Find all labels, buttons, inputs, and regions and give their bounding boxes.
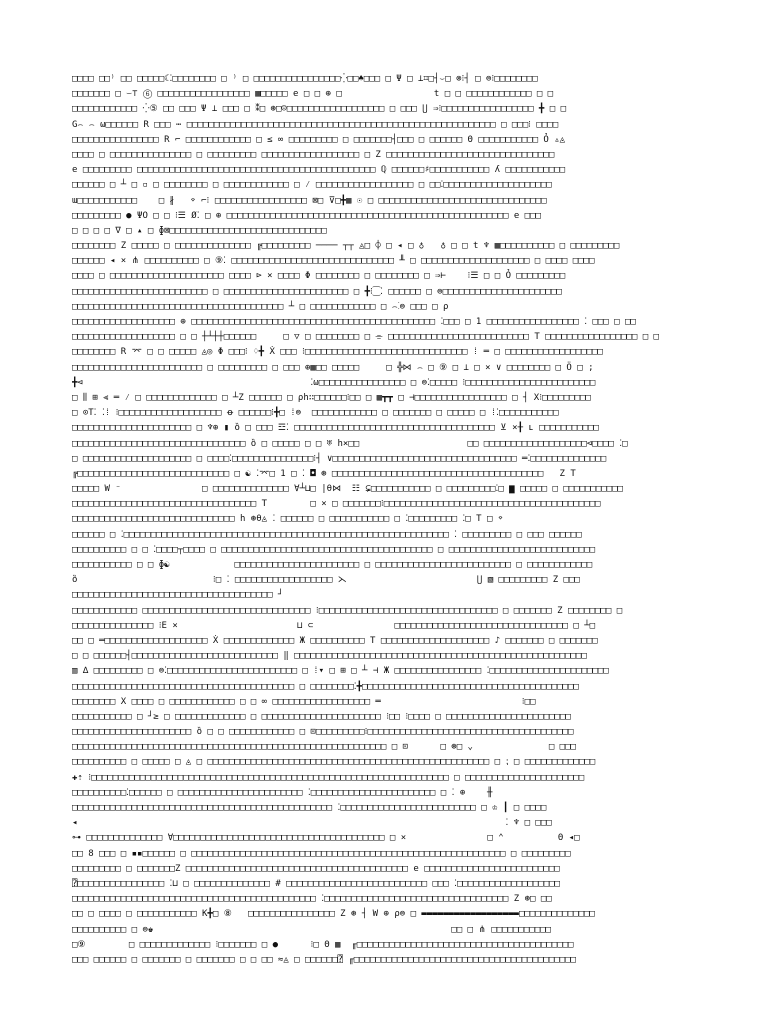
- text-line: □□□ □□□□□□ □ □□□□□□□ □ □□□□□□□ □ □ □□ ≈◬ □ □□□□□□⍰ ╓□□□□□□□□□□□□□□□□□□□□□□□□□□□□□□□□□□□□□□□□□: [72, 954, 576, 965]
- text-line: □□□□□□□□□ ● ΨO □ □ ⁝☰ Ø⁚ □ ⊕ □□□□□□□□□□□□□□□□□□□□□□□□□□□□□□□□□□□□□□□□□□□□□□□□□□□□ e □□□: [72, 210, 541, 221]
- text-line: □ ⫼ ⊞ ⫷ ═ ⁄ □ □□□□□□□□□□□□□ □ ┴Z □□□□□□ □ ρh∷□□□□□□⁝□□ □ ▦┳┳ □ ⊣□□□□□□□□□□□□□□□□□ □ ┤ X⁝□□□□□□□□□: [72, 392, 591, 403]
- text-line: □□□□□□□□□□□□ □□□□□□□□□□□□□□□□□□□□□□□□□□□□□□□ ⁝□□□□□□□□□□□□□□□□□□□□□□□□□□□□□□□□□ □ □□□□□□□ Z □□□□□□□□ □: [72, 605, 623, 616]
- text-line: □□□□□□ □ ┴ □ ▫ □ □□□□□□□□ □ □□□□□□□□□□□□ □ ⁄ □□□□□□□□□□□□□□□□□□ □ □□⁚□□□□□□□□□□□□□□□□□□□□: [72, 180, 552, 191]
- text-line: □□□□□□□□ R ⌤ □ □ □□□□□ ◬◎ Φ □□□⁝ ♢╋ Ẋ □□□ ⁝□□□□□□□□□□□□□□□□□□□□□□□□□□□□□□ ⁞ ═ □ □□□□□□□□□□□□□□□□□□: [72, 347, 603, 358]
- text-line: ╋⊲ ⁚ω□□□□□□□□□□□□□□□□ □ ⊜⁚□□□□□ ⁝□□□□□□□□□□□□□□□□□□□□□□□□: [72, 377, 596, 388]
- text-line: □□□□□□□□□□□□□□□ ⁝E × ⊔ ⊂ □□□□□□□□□□□□□□□□□□□□□□□□□□□□□□□□ □ ┴□: [72, 620, 596, 631]
- text-line: □□□□□□□ □ ⌣⊤ ⑥ □□□□□□□□□□□□□□□□□ ▦□□□□□ e □ □ ⊕ □ t □ □ □□□□□□□□□□□□ □ □: [72, 89, 554, 100]
- text-line: □□□□□□□□□□ □ □□□□□ □ ◬ □ □□□□□□□□□□□□□□□□□□□□□□□□□□□□□□□□□□□□□□□□□□□□□□□□□□□□ □ ⁏ □ □□□□□□□□□□□□□: [72, 757, 596, 768]
- text-line: ⊶ □□□□□□□□□□□□□□ ∀□□□□□□□□□□□□□□□□□□□□□□□□□□□□□□□□□□□□□□□ □ × □ ⌃ Θ ◂□: [72, 833, 580, 844]
- text-line: □ ⊙T⁚ ⁚⁞ ⁝□□□□□□□□□□□□□□□□□□□ ꝋ □□□□□□⁝╋□ ⁞⊜ □□□□□□□□□□□□ □ □□□□□□□ □ □□□□□ □ ⁞⁚□□□□□□□□□□□: [72, 408, 559, 419]
- text-line: □⑨ □ □□□□□□□□□□□□□ ⁝□□□□□□□ □ ● ⁝□ Θ ▦ ╓□□□□□□□□□□□□□□□□□□□□□□□□□□□□□□□□□□□□□□□□: [72, 939, 574, 950]
- text-line: ▥ ∆ □□□□□□□□□ □ ⊜⁚□□□□□□□□□□□□□□□□□□□□□□□□ □ ⁞▾ □ ⊞ □ ┴ ⊣ Ж □□□□□□□□□□□□□□□□ ⁚□□□□□□□□□□□□□□□□□□□□□□: [72, 666, 609, 677]
- text-line: □□ 8 □□□ □ ▪▪□□□□□□ □ □□□□□□□□□□□□□□□□□□□□□□□□□□□□□□□□□□□□□□□□□□□□□□□□□□□□□□□□□□ □ □□□□□□□□□: [72, 848, 571, 859]
- text-line: □□□□□□ ◂ × ⋔ □□□□□□□□□□ □ ⑨⁚ □□□□□□□□□□□□□□□□□□□□□□□□□□□□□□ ╨ □ □□□□□□□□□□□□□□□□□□□□ □ □□□□ □□□□: [72, 256, 595, 267]
- text-line: □□□□□□□□□□ □ □ ⁚□□□□┬□□□□ □ □□□□□□□□□□□□□□□□□□□□□□□□□□□□□□□□□□□□□□□ □ □□□□□□□□□□□□□□□□□□□□□□□□□□□: [72, 544, 596, 555]
- text-line: □□□□□□□□□□□□□□□□□□□ ⊕ □□□□□□□□□□□□□□□□□□□□□□□□□□□□□□□□□□□□□□□□□□□□□ ⁚□□□ □ 1 □□□□□□□□□□□□□□□□□ ⁚ □□□ □ □□: [72, 317, 636, 327]
- text-line: □□□□ □ □□□□□□□□□□□□□□□ □ □□□□□□□□□ □□□□□□□□□□□□□□□□□□ □ Z □□□□□□□□□□□□□□□□□□□□□□□□□□□□□□□: [72, 149, 555, 160]
- text-line: □□□□□ W ⁻ □ □□□□□□□□□□□□□□ ∀┴⊔□ |θ⋈ ☷ ⊊□□□□□□□□□□□ □ □□□□□□□□□⁚□ ▆ □□□□□ □ □□□□□□□□□□□: [72, 484, 623, 495]
- text-line: □□□□□□ □ ⁚□□□□□□□□□□□□□□□□□□□□□□□□□□□□□□□□□□□□□□□□□□□□□□□□□□□□□□□□□□□□ ⁚ □□□□□□□□□ □ □□□ □□□□□□: [72, 529, 582, 540]
- document-body: [72, 72, 696, 968]
- text-line: □□□□□□□□ X □□□□ □ □□□□□□□□□□□□ □ □ ∞ □□□□□□□□□□□□□□□□□□ ═ ⁝□□: [72, 696, 536, 707]
- text-line: □□□□□□□□□□ □ ⊜♚ □□ □ ⋔ □□□□□□□□□□□: [72, 924, 551, 935]
- text-line: ȍ ⁝□ ⁚ □□□□□□□□□□□□□□□□□□ ⋋ ⋃ ▧ □□□□□□□□□ Z □□□: [72, 575, 580, 586]
- text-line: □□□□□□□□□□□□ ⁛⑤ □□ □□□ Ψ ⊥ □□□ □ ⁑□ ⊛□☺□□□□□□□□□□□□□□□□□□ □ □□□ ⋃ ⇒⁝□□□□□□□□□□□□□□□□□ ╋ □ □: [72, 104, 567, 115]
- text-line: □□□□□□□□□□□□□□□□□□□□□□□□□ □ □□□□□□□□□□□□□□□□□□□□□□□ □ ╋⁝⁐⁚ □□□□□□ □ ⊜□□□□□□□□□□□□□□□□□□□□□□: [72, 286, 562, 297]
- text-line: □□□□□□□□□□□ □ ┘≥ □ □□□□□□□□□□□□□ □ □□□□□□□□□□□□□□□□□□□□□□ ⁝□□ ⁝□□□□ □ □□□□□□□□□□□□□□□□□□□□□□□: [72, 711, 571, 722]
- text-line: □□□□□□□□□□□□□□□□□□□□□□□□□□□□□□□□□□□□□□□□□□□□□ ⁚□□□□□□□□□□□□□□□□□□□□□□□□□□□□□□□□□□ Z ⊛□ □□: [72, 894, 552, 905]
- text-line: G⌢ ⌢ ω□□□□□□ R □□□ ⋯ □□□□□□□□□□□□□□□□□□□□□□□□□□□□□□□□□□□□□□□□□□□□□□□□□□□□□□□□□ □ □□□⁝ □□□□: [72, 119, 559, 130]
- text-line: □□□□□□□□□□□□□□□□□□□□□□□□□□□□□□□□□□□□□□□□□ □ □□□□□□□□⁚╋□□□□□□□□□□□□□□□□□□□□□□□□□□□□□□□□□□□□□□□□: [72, 681, 579, 692]
- text-line: □□ □ □□□□ □ □□□□□□□□□□□ K╋□ ⑧ □□□□□□□□□□□□□□□□ Z ⊛ ┤ W ⊕ ρ⊜ □ ▬▬▬▬▬▬▬▬▬▬▬▬▬▬▬▬▬▬□□□□□□□□□□□□□□: [72, 909, 595, 920]
- text-line: □□□□□□□□□□□□□□□□□□□ □ □ ┼┴┼┼□□□□□□ □ ▽ □ □□□□□□□□ □ ⌯ □□□□□□□□□□□□□□□□□□□□□□□□□□ T □□□□□□□□□□□□□□□□□ □ □: [72, 332, 659, 343]
- text-line: ɯ□□□□□□□□□□□ □ ∦ ⌔ ⌐⁝ □□□□□□□□□□□□□□□□□ ⊠□ ⊽□╋▦ ☉ □ □□□□□□□□□□□□□□□□□□□□□□□□□□□□□□□: [72, 195, 547, 206]
- text-line: □□□□□□□□□□□□□□□□□□□□□□□□□□□□□□ h ⊛θ◬ ⁚ □□□□□□ □ □□□□□□□□□□□ □ ⁚□□□□□□□□□ ⁚□ T □ ⌔: [72, 514, 504, 525]
- text-line: □□□□□□□□□□⁚□□□□□□ □ □□□□□□□□□□□□□□□□□□□□□□□ ⁚□□□□□□□□□□□□□□□□□□□□□□□ □ ⁚ ⊕ ╫: [72, 787, 493, 798]
- text-line: □□□□□□□□□□□□□□□□□□□□□□□□ □ □□□□□□□□□ □ □□□ ⊕▦□□ □□□□□ □ ╬⋈ ⌢ □ ⑨ □ ⊥ □ × ∨ □□□□□□□□ □ Ö □ ;: [72, 362, 594, 373]
- text-line: □ □ □□□□□□┤□□□□□□□□□□□□□□□□□□□□□□□□□□□ ‖ □□□□□□□□□□□□□□□□□□□□□□□□□□□□□□□□□□□□□□□□□□□□□□□□□□□□□□: [72, 651, 587, 662]
- text-line: □□□□□□□□□□□□□□□□□□□□□□□□□□□□□□□□□□□□□□□□□□□□□□□□□□□□□□□□□□ □ ⊡ □ ⊛□ ⌄ □ □□□: [72, 742, 576, 753]
- text-line: □ □□□□□□□□□□□□□□□□□□□□ □ □□□□⁚□□□□□□□□□□□□□□□⁝┤ ∨□□□□□□□□□□□□□□□□□□□□□□□□□□□□□□□□□□ ═⁚□□□□□□□□□□□□□□: [72, 453, 607, 464]
- text-line: ⍰□□□□□□□□□□□□□□□□ ⁚⊔ □ □□□□□□□□□□□□□□ # □□□□□□□□□□□□□□□□□□□□□□□□□□ □□□ ⁚□□□□□□□□□□□□□□□□□□□: [72, 878, 560, 889]
- text-line: □□□□□□□□□□□□□□□□ R ⌐ □□□□□□□□□□□□ □ ≤ ∞ □□□□□□□□□ □ □□□□□□□┤□□□ □ □□□□□□ Θ □□□□□□□□□□□ Ỏ ▵◬: [72, 134, 566, 145]
- text-line: □□□□□□□□□□□□□□□□□□□□□□ ȍ □ □ □□□□□□□□□□□□ □ ⊡□□□□□□□□□⁝□□□□□□□□□□□□□□□□□□□□□□□□□□□□□□□□□□□□□□: [72, 727, 574, 738]
- text-line: □□□□□□□□□ □ □□□□□□□Z □□□□□□□□□□□□□□□□□□□□□□□□□□□□□□□□□□□□□□□□□ e □□□□□□□□□□□□□□□□□□□□□□□□□: [72, 863, 560, 874]
- text-line: □□□□□□□□□□□□□□□□□□□□□□□□□□□□□□□□□□ T □ × □ □□□□□□□⁝□□□□□□□□□□□□□□□□□□□□□□□□□□□□□□□□□□□□□□□□: [72, 499, 601, 510]
- text-line: □□□□□□□□□□□ □ □ ɸ☯ □□□□□□□□□□□□□□□□□□□□□□□ □ □□□□□□□□□□□□□□□□□□□□□□□□□ □ □□□□□□□□□□□□: [72, 560, 593, 570]
- text-line: □□□□□□□□□□□□□□□□□□□□□□□□□□□□□□□□□□□□□□□□□□□□□□□□ ⁚□□□□□□□□□□□□□□□□□□□□□□□□□ □ ♔ ┃ □ □□□□: [72, 803, 547, 813]
- text-line: □□□□□□□□□□□□□□□□□□□□□□□□□□□□□□□□ ȍ □ □□□□□ □ □ ♅ h⨯□□ □□ □□□□□□□□□□□□□□□□□□□⊲□□□□ ⁚□: [72, 438, 628, 449]
- text-line: □ □ □ □ ∇ □ ▴ □ ɸ⊠□□□□□□□□□□□□□□□□□□□□□□□□□□□□□: [72, 225, 327, 236]
- text-line: □□□□□□□□□□□□□□□□□□□□□□□□□□□□□□□□□□□□□ ┘: [72, 590, 284, 601]
- text-line: ◂ ⁚ ♆ □ □□□: [72, 818, 552, 829]
- text-line: □□□□ □ □□□□□□□□□□□□□□□□□□□□□ □□□□ ⊳ × □□□□ Φ □□□□□□□□ □ □□□□□□□□ □ ⇒⊢ ⁝☰ □ □ Ỏ □□□□□□□□□: [72, 271, 566, 282]
- text-line: □□□□ □□⁾ □□ □□□□□☾⁚□□□□□□□□ □ ⁾ □ □□□□□□□□□□□□□□□□⁛□□♠□□□ □ Ψ □ ⊥⌗□┤⌣□ ⊗⁝┤ □ ⊜⁝□□□□□□□□: [72, 74, 538, 84]
- text-line: e □□□□□□□□□ □□□□□□□□□□□□□□□□□□□□□□□□□□□□□□□□□□□□□□□□□□□□ ℚ □□□□□□♯□□□□□□□□□□□ ʎ □□□□□□□□□□□: [72, 165, 566, 176]
- text-line: □□□□□□□□□□□□□□□□□□□□□□□□□□□□□□□□□□□□□□□ ┴ □ □□□□□□□□□□□□ □ ⌢⁚⊜ □□□ □ ρ: [72, 301, 449, 312]
- text-line: □□ □ ═□□□□□□□□□□□□□□□□□□□ Ẋ □□□□□□□□□□□□□ Ж □□□□□□□□□□ T □□□□□□□□□□□□□□□□□□□□ ♪ □□□□□□□ □ □□□□□□□: [72, 635, 598, 646]
- text-line: □□□□□□□□ Z □□□□□ □ □□□□□□□□□□□□□□ ╔□□□□□□□□□ ──── ┬┬ ◬□ ⌽ □ ◂ □ ♁ ♁ □ □ t ♆ ▦□□□□□□□□□□ □ □□□□□□□□□: [72, 241, 620, 252]
- text-line: ╔□□□□□□□□□□□□□□□□□□□□□□□□□□□□ □ ☯ ⁚⌤□ 1 □ ⁚ ◘ ⊛ □□□□□□□□□□□□□□□□□□□□□□□□□□□□□□□□□□□□□□□ Z T: [72, 468, 576, 479]
- text-line: □□□□□□□□□□□□□□□□□□□□□□ □ ♆⊕ ▮ ȍ □ □□□ ☲⁚ □□□□□□□□□□□□□□□□□□□□□□□□□□□□□□□□□□□□□ ⊻ ×╂ ʟ □□□□□□□□□□□: [72, 423, 599, 434]
- text-line: ✚⇡ ⁝□□□□□□□□□□□□□□□□□□□□□□□□□□□□□□□□□□□□□□□□□□□□□□□□□□□□□□□□□□□□□□□□□□ □ □□□□□□□□□□□□□□□□□□□□□□: [72, 772, 585, 783]
